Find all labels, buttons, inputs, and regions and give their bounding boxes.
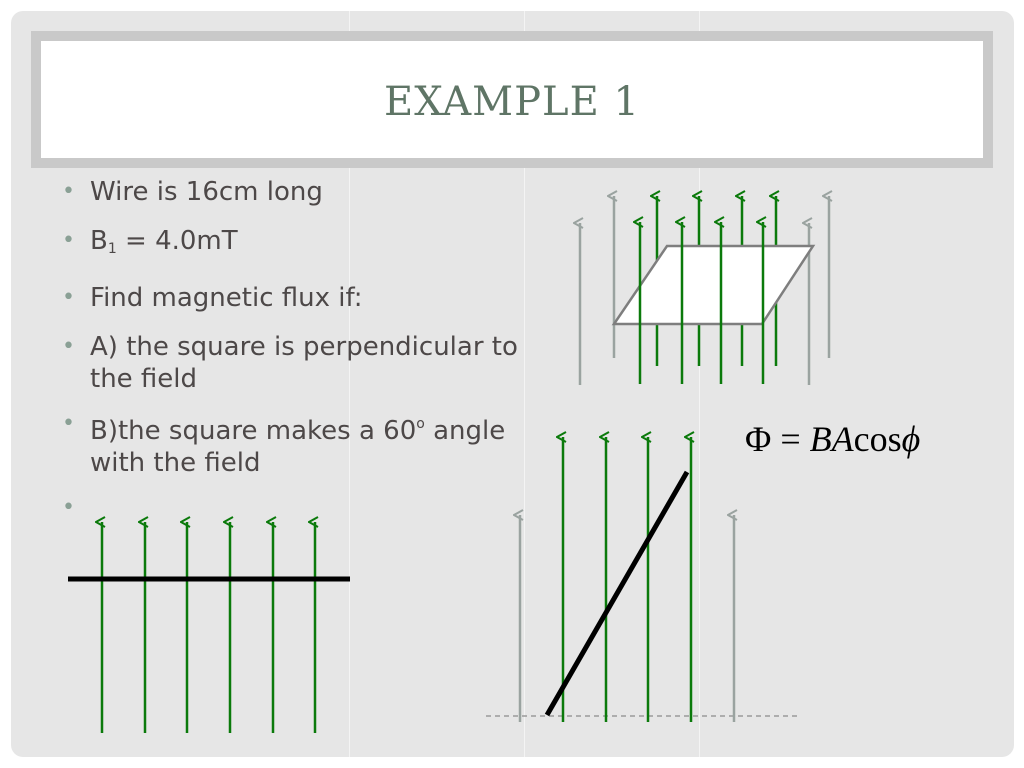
formula-angle: ϕ <box>901 419 921 459</box>
bullet-text: Wire is 16cm long <box>90 177 323 207</box>
bullet-text: B)the square makes a 60 <box>90 416 417 446</box>
perpendicular-wire-figure <box>68 522 350 733</box>
formula-phi: Φ <box>745 419 772 459</box>
bullet-text: A) the square is perpendicular to the field <box>90 332 518 394</box>
bullet-text: angle with the field <box>90 416 506 478</box>
bullet-text: Find magnetic flux if: <box>90 283 363 313</box>
slide-title: EXAMPLE 1 <box>384 78 640 125</box>
angled-wire-line <box>547 472 687 715</box>
bullet-text: B <box>90 226 108 256</box>
bullet-text: = 4.0mT <box>116 226 238 256</box>
formula-ba: BA <box>809 419 854 459</box>
subscript: 1 <box>107 241 117 257</box>
formula-equals: = <box>771 419 810 459</box>
square-in-field-figure <box>580 196 829 385</box>
superscript: o <box>416 416 425 432</box>
square-loop-icon <box>614 246 813 324</box>
angled-wire-figure <box>486 437 800 722</box>
formula-cos: cos <box>853 419 902 459</box>
